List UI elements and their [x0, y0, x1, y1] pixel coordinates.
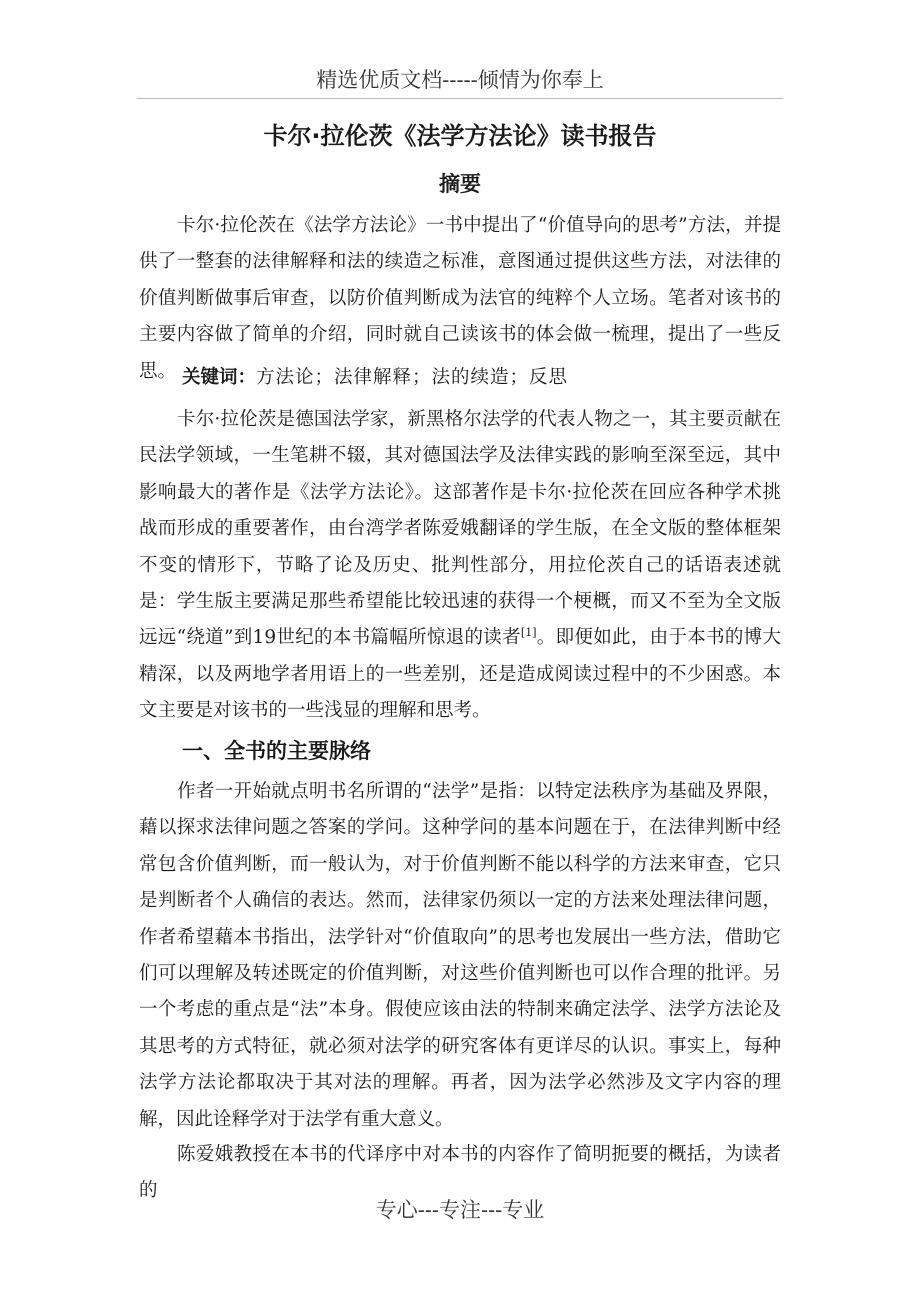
page-header: 精选优质文档-----倾情为你奉上	[137, 62, 783, 99]
page-footer: 专心---专注---专业	[375, 1198, 545, 1222]
keywords-line	[182, 361, 782, 395]
section-paragraph: 作者一开始就点明书名所谓的“法学”是指：以特定法秩序为基础及界限，藉以探求法律问题之答案的学问。这种学问的基本问题在于，在法律判断中经常包含价值判断，而一般认为，对于价值判断不能以科学的方法来审查，它只是判断者个人确信的表达。然而，法律家仍须以一定的方法来处理法律问题，作者希望藉本书指出，法学针对“价值取向”的思考也发展出一些方法，借助它们可以理解及转述既定的价值判断，对这些价值判断也可以作合理的批评。另一个考虑的重点是“法”本身。假使应该由法的特制来确定法学、法学方法论及其思考的方式特征，就必须对法学的研究客体有更详尽的认识。事实上，每种法学方法论都取决于其对法的理解。再者，因为法学必然涉及文字内容的理解，因此诠释学对于法学有重大意义。	[139, 781, 781, 1130]
intro-paragraph	[139, 402, 781, 730]
abstract-heading: 摘要	[439, 172, 481, 196]
keywords-label: 关键词：	[182, 367, 257, 388]
section-heading: 一、全书的主要脉络	[182, 739, 371, 763]
intro-text-after-citation: 。即便如此，由于本书的博大精深，以及两地学者用语上的一些差别，还是造成阅读过程中的不少困惑。本文主要是对该书的一些浅显的理解和思考。	[139, 627, 781, 722]
intro-text-before-citation: 卡尔·拉伦茨是德国法学家，新黑格尔法学的代表人物之一，其主要贡献在民法学领域，一生笔耕不辍，其对德国法学及法律实践的影响至深至远，其中影响最大的著作是《法学方法论》。这部著作是卡尔·拉伦茨在回应各种学术挑战而形成的重要著作，由台湾学者陈爱娥翻译的学生版，在全文版的整体框架不变的情形下，节略了论及历史、批判性部分，用拉伦茨自己的话语表述就是：学生版主要满足那些希望能比较迅速的获得一个梗概，而又不至为全文版远远“绕道”到19世纪的本书篇幅所惊退的读者	[139, 409, 781, 649]
abstract-paragraph: 卡尔·拉伦茨在《法学方法论》一书中提出了“价值导向的思考”方法，并提供了一整套的法律解释和法的续造之标准，意图通过提供这些方法，对法律的价值判断做事后审查，以防价值判断成为法官的纯粹个人立场。笔者对该书的主要内容做了简单的介绍，同时就自己读该书的体会做一梳理，提出了一些反思。	[139, 215, 781, 382]
citation-ref: [1]	[520, 626, 537, 640]
keywords-text: 方法论；法律解释；法的续造；反思	[256, 367, 569, 388]
document-title: 卡尔·拉伦茨《法学方法论》读书报告	[263, 122, 657, 150]
section-paragraph-continued: 陈爱娥教授在本书的代译序中对本书的内容作了简明扼要的概括，为读者的	[139, 1144, 781, 1202]
